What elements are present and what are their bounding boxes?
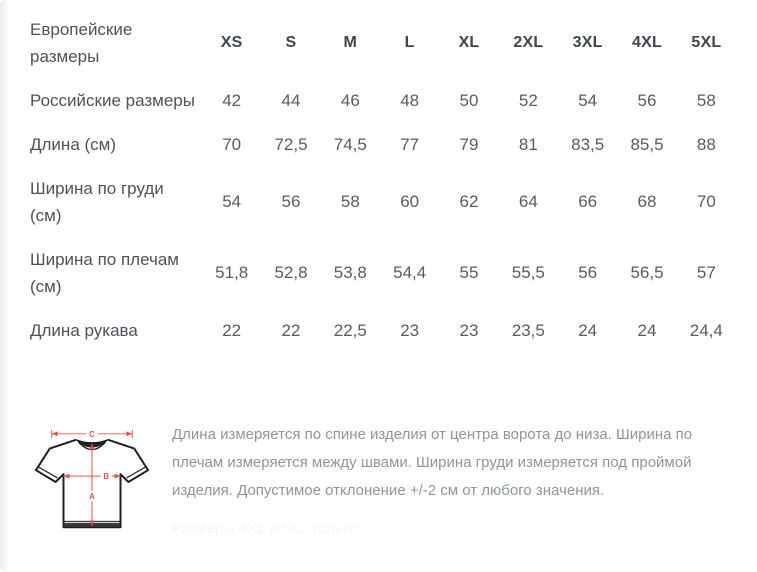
size-value-cell: 70 xyxy=(222,134,242,154)
size-column-header: XS xyxy=(220,34,243,51)
size-column-header: 5XL xyxy=(691,34,722,51)
size-column-header: 3XL xyxy=(572,34,603,51)
size-value-cell: 44 xyxy=(281,90,301,110)
row-label-shoulder-width: Ширина по плечам (см) xyxy=(30,250,179,296)
size-column-header: XL xyxy=(458,34,480,51)
size-column-header: L xyxy=(404,34,415,51)
size-value-cell: 56 xyxy=(281,192,301,211)
size-value-cell: 68 xyxy=(637,192,657,211)
size-value-cell: 46 xyxy=(340,90,360,110)
size-value-cell: 56 xyxy=(637,90,657,110)
size-value-cell: 58 xyxy=(696,90,716,110)
size-value-cell: 24,4 xyxy=(689,320,723,340)
size-value-cell: 81 xyxy=(518,134,538,154)
size-column-header: 2XL xyxy=(513,34,544,51)
size-column-header: S xyxy=(285,34,297,51)
row-label-length: Длина (см) xyxy=(30,135,117,154)
size-value-cell: 24 xyxy=(578,320,598,340)
size-value-cell: 60 xyxy=(400,192,420,211)
size-value-cell: 57 xyxy=(696,263,716,282)
size-value-cell: 22,5 xyxy=(333,320,367,340)
size-value-cell: 62 xyxy=(459,192,479,211)
size-value-cell: 52,8 xyxy=(274,263,308,282)
size-table xyxy=(30,16,736,344)
size-value-cell: 42 xyxy=(222,90,242,110)
size-value-cell: 23,5 xyxy=(511,320,545,340)
row-label-russian-sizes: Российские размеры xyxy=(30,91,195,110)
size-value-cell: 22 xyxy=(281,320,301,340)
size-value-cell: 66 xyxy=(578,192,598,211)
size-value-cell: 88 xyxy=(696,134,716,154)
panel-left-edge-shading xyxy=(0,0,11,572)
shoulder-measure-label: C xyxy=(89,429,95,439)
row-label-chest-width: Ширина по груди (см) xyxy=(30,179,164,225)
size-value-cell: 23 xyxy=(400,320,420,340)
size-value-cell: 56 xyxy=(578,263,598,282)
size-column-header: 4XL xyxy=(632,34,662,51)
size-value-cell: 54 xyxy=(578,90,598,110)
size-value-cell: 58 xyxy=(340,192,360,211)
chest-measure-label: B xyxy=(103,472,110,482)
size-value-cell: 51,8 xyxy=(215,263,249,282)
size-value-cell: 72,5 xyxy=(274,134,308,154)
size-column-header: M xyxy=(343,34,358,51)
size-value-cell: 74,5 xyxy=(333,134,367,154)
size-value-cell: 50 xyxy=(459,90,479,110)
size-value-cell: 53,8 xyxy=(333,263,367,282)
size-value-cell: 55,5 xyxy=(511,263,545,282)
measurement-info-block xyxy=(33,420,717,538)
size-value-cell: 55 xyxy=(459,263,479,282)
size-value-cell: 64 xyxy=(518,192,538,211)
size-value-cell: 85,5 xyxy=(630,134,664,154)
measurement-note-text: Длина измеряется по спине изделия от центра ворота до низа. Ширина по плечам измеряется между швами. Ширина груди измеряется под проймой изделия. Допустимое отклонение +/-2 см от любого значения. xyxy=(172,426,693,499)
size-value-cell: 22 xyxy=(222,320,242,340)
size-value-cell: 23 xyxy=(459,320,479,340)
row-label-sleeve-length: Длина рукава xyxy=(30,321,138,340)
size-value-cell: 77 xyxy=(400,134,420,154)
size-value-cell: 54,4 xyxy=(393,263,427,282)
size-value-cell: 56,5 xyxy=(630,263,664,282)
faded-note-text: Размеры 4XL и 5XL только xyxy=(172,520,359,537)
size-value-cell: 83,5 xyxy=(571,134,605,154)
size-value-cell: 70 xyxy=(696,192,716,211)
size-value-cell: 54 xyxy=(222,192,242,211)
tshirt-measurement-diagram-icon xyxy=(33,426,151,538)
size-value-cell: 79 xyxy=(459,134,479,154)
size-value-cell: 48 xyxy=(400,90,420,110)
length-measure-label: A xyxy=(89,492,95,502)
size-value-cell: 52 xyxy=(518,90,538,110)
row-label-european-sizes: Европейские размеры xyxy=(30,20,133,66)
size-value-cell: 24 xyxy=(637,320,657,340)
